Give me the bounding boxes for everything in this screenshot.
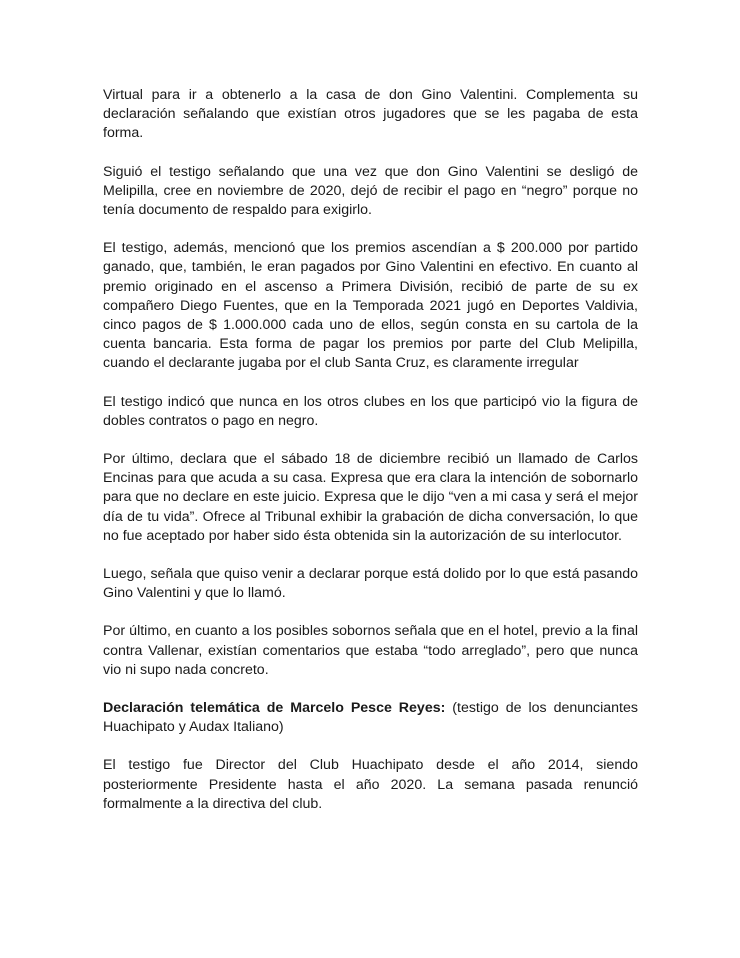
paragraph-3: El testigo, además, mencionó que los premios ascendían a $ 200.000 por partido ganado, que, también, le eran pagados por Gino Valentini en efectivo. En cuanto al premio originado en el ascenso a Primera División, recibió de parte de su ex compañero Diego Fuentes, que en la Temporada 2021 jugó en Deportes Valdivia, cinco pagos de $ 1.000.000 cada uno de ellos, según consta en su cartola de la cuenta bancaria. Esta forma de pagar los premios por parte del Club Melipilla, cuando el declarante jugaba por el club Santa Cruz, es claramente irregular (103, 240, 638, 372)
paragraph-1: Virtual para ir a obtenerlo a la casa de don Gino Valentini. Complementa su declaración señalando que existían otros jugadores que se les pagaba de esta forma. (103, 87, 638, 142)
witness-heading (103, 699, 638, 737)
paragraph-7: Por último, en cuanto a los posibles sobornos señala que en el hotel, previo a la final contra Vallenar, existían comentarios que estaba “todo arreglado”, pero que nunca vio ni supo nada concreto. (103, 623, 638, 678)
witness-heading-rest: (testigo de los denunciantes Huachipato y Audax Italiano) (103, 700, 638, 736)
paragraph-5: Por último, declara que el sábado 18 de diciembre recibió un llamado de Carlos Encinas para que acuda a su casa. Expresa que era clara la intención de sobornarlo para que no declare en este juicio. Expresa que le dijo “ven a mi casa y será el mejor día de tu vida”. Ofrece al Tribunal exhibir la grabación de dicha conversación, lo que no fue aceptado por haber sido ésta obtenida sin la autorización de su interlocutor. (103, 451, 638, 544)
witness-heading-bold: Declaración telemática de Marcelo Pesce Reyes: (103, 700, 446, 717)
paragraph-2: Siguió el testigo señalando que una vez que don Gino Valentini se desligó de Melipilla, cree en noviembre de 2020, dejó de recibir el pago en “negro” porque no tenía documento de respaldo para exigirlo. (103, 163, 638, 219)
document-body (103, 86, 638, 833)
paragraph-4: El testigo indicó que nunca en los otros clubes en los que participó vio la figura de dobles contratos o pago en negro. (103, 393, 638, 429)
paragraph-6: Luego, señala que quiso venir a declarar porque está dolido por lo que está pasando Gino Valentini y que lo llamó. (103, 566, 638, 602)
paragraph-final: El testigo fue Director del Club Huachipato desde el año 2014, siendo posteriormente Presidente hasta el año 2020. La semana pasada renunció formalmente a la directiva del club. (103, 757, 638, 812)
